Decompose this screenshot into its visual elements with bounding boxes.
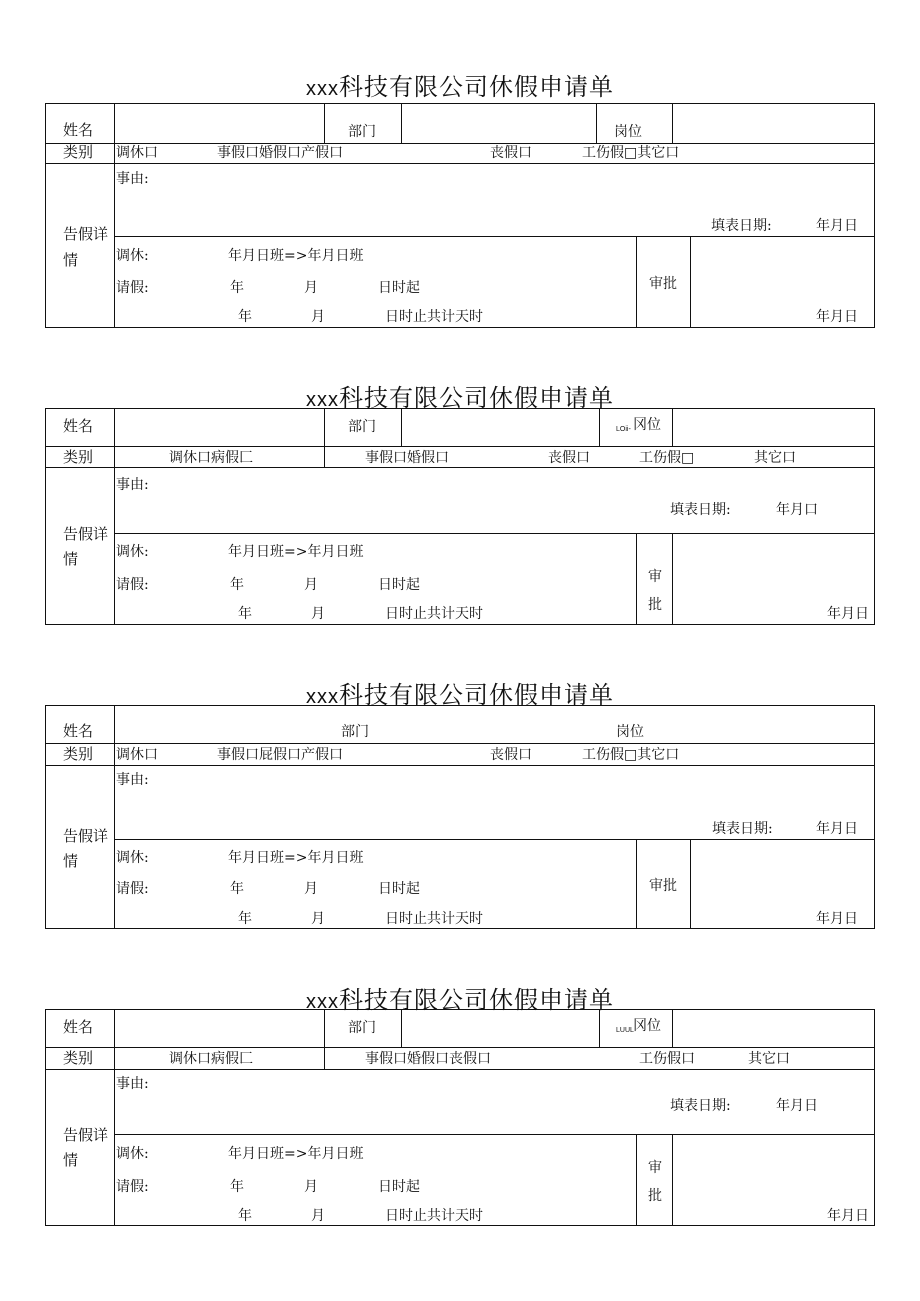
end-year: 年: [238, 1208, 252, 1224]
category-item: 事假口屁假口产假口: [217, 747, 343, 763]
name-label: 姓名: [63, 1018, 94, 1036]
fill-date-label: 填表日期:: [711, 218, 772, 234]
end-suffix: 日时止共计天时: [385, 309, 483, 325]
leave-label: 请假:: [116, 881, 149, 897]
detail-label-2: 情: [63, 251, 79, 269]
reason-label: 事由:: [116, 772, 149, 788]
reason-label: 事由:: [116, 1076, 149, 1092]
approval-label: 审批: [649, 276, 677, 292]
category-item: 调休口: [116, 145, 158, 161]
fill-date-label: 填表日期:: [670, 1098, 731, 1114]
approval-date: 年月日: [827, 1208, 869, 1224]
title-main: 科技有限公司休假申请单: [339, 986, 614, 1014]
detail-label-2: 情: [63, 550, 79, 568]
start-year: 年: [230, 1179, 244, 1195]
category-item: 其它口: [754, 450, 796, 466]
end-suffix: 日时止共计天时: [385, 606, 483, 622]
start-month: 月: [304, 577, 318, 593]
start-year: 年: [230, 881, 244, 897]
shift-label: 调休:: [116, 248, 149, 264]
end-month: 月: [311, 911, 325, 927]
leave-label: 请假:: [116, 577, 149, 593]
shift-label: 调休:: [116, 1146, 149, 1162]
category-item: 丧假口: [548, 450, 590, 466]
end-year: 年: [238, 309, 252, 325]
start-suffix: 日时起: [378, 577, 420, 593]
end-suffix: 日时止共计天时: [385, 911, 483, 927]
category-item: 丧假口: [490, 145, 532, 161]
dept-label: 部门: [341, 724, 369, 740]
approval-date: 年月日: [816, 309, 858, 325]
approval-date: 年月日: [827, 606, 869, 622]
category-item: 丧假口: [490, 747, 532, 763]
category-item: 调休口病假匚: [169, 1051, 253, 1067]
leave-form-4: [45, 0, 875, 1240]
title-prefix: xxx: [306, 78, 339, 100]
title-prefix: xxx: [306, 686, 339, 708]
start-month: 月: [304, 1179, 318, 1195]
approval-date: 年月日: [816, 911, 858, 927]
approval-label: 审批: [649, 878, 677, 894]
name-label: 姓名: [63, 722, 94, 740]
reason-label: 事由:: [116, 477, 149, 493]
end-year: 年: [238, 606, 252, 622]
start-suffix: 日时起: [378, 881, 420, 897]
category-item: 事假口婚假口产假口: [217, 145, 343, 161]
start-month: 月: [304, 280, 318, 296]
shift-label: 调休:: [116, 544, 149, 560]
name-label: 姓名: [63, 121, 94, 139]
fill-date-value: 年月口: [776, 502, 818, 518]
detail-label: 告假详: [63, 827, 109, 845]
category-item: 工伤假□其它口: [582, 747, 680, 763]
end-month: 月: [311, 309, 325, 325]
approval-label: 审: [648, 1160, 662, 1176]
end-month: 月: [311, 606, 325, 622]
title-main: 科技有限公司休假申请单: [339, 384, 614, 412]
category-item: 调休口: [116, 747, 158, 763]
post-label: 冈位: [633, 1018, 661, 1034]
name-label: 姓名: [63, 417, 94, 435]
start-year: 年: [230, 577, 244, 593]
shift-value: 年月日班=>年月日班: [228, 1146, 364, 1162]
fill-date-label: 填表日期:: [712, 821, 773, 837]
shift-label: 调休:: [116, 850, 149, 866]
category-item: 事假口婚假口: [365, 450, 449, 466]
category-label: 类别: [63, 448, 94, 466]
detail-label-2: 情: [63, 852, 79, 870]
start-suffix: 日时起: [378, 280, 420, 296]
post-label: 岗位: [616, 724, 644, 740]
category-item: 工伤假□: [639, 450, 695, 466]
post-label: 冈位: [633, 417, 661, 433]
title-prefix: xxx: [306, 389, 339, 411]
category-label: 类别: [63, 1049, 94, 1067]
detail-label-2: 情: [63, 1151, 79, 1169]
fill-date-value: 年月日: [776, 1098, 818, 1114]
category-item: 工伤假□其它口: [582, 145, 680, 161]
post-label: 岗位: [614, 124, 642, 140]
dept-label: 部门: [348, 1020, 376, 1036]
end-month: 月: [311, 1208, 325, 1224]
category-item: 事假口婚假口丧假口: [365, 1051, 491, 1067]
category-item: 其它口: [748, 1051, 790, 1067]
shift-value: 年月日班=>年月日班: [228, 850, 364, 866]
fill-date-value: 年月日: [816, 821, 858, 837]
end-year: 年: [238, 911, 252, 927]
title-main: 科技有限公司休假申请单: [339, 73, 614, 101]
approval-label-2: 批: [648, 1188, 662, 1204]
start-year: 年: [230, 280, 244, 296]
detail-label: 告假详: [63, 225, 109, 243]
approval-label: 审: [648, 569, 662, 585]
leave-label: 请假:: [116, 1179, 149, 1195]
reason-label: 事由:: [116, 171, 149, 187]
shift-value: 年月日班=>年月日班: [228, 248, 364, 264]
start-month: 月: [304, 881, 318, 897]
approval-label-2: 批: [648, 597, 662, 613]
post-prefix: LUUL: [616, 1027, 634, 1034]
dept-label: 部门: [348, 124, 376, 140]
form-table: [45, 1009, 875, 1226]
shift-value: 年月日班=>年月日班: [228, 544, 364, 560]
title-main: 科技有限公司休假申请单: [339, 681, 614, 709]
title-prefix: xxx: [306, 991, 339, 1013]
dept-label: 部门: [348, 419, 376, 435]
category-label: 类别: [63, 143, 94, 161]
detail-label: 告假详: [63, 1126, 109, 1144]
end-suffix: 日时止共计天时: [385, 1208, 483, 1224]
detail-label: 告假详: [63, 525, 109, 543]
start-suffix: 日时起: [378, 1179, 420, 1195]
category-label: 类别: [63, 745, 94, 763]
category-item: 工伤假口: [639, 1051, 695, 1067]
category-item: 调休口病假匚: [169, 450, 253, 466]
leave-label: 请假:: [116, 280, 149, 296]
post-prefix: LOii-: [616, 426, 631, 433]
fill-date-value: 年月日: [816, 218, 858, 234]
fill-date-label: 填表日期:: [670, 502, 731, 518]
